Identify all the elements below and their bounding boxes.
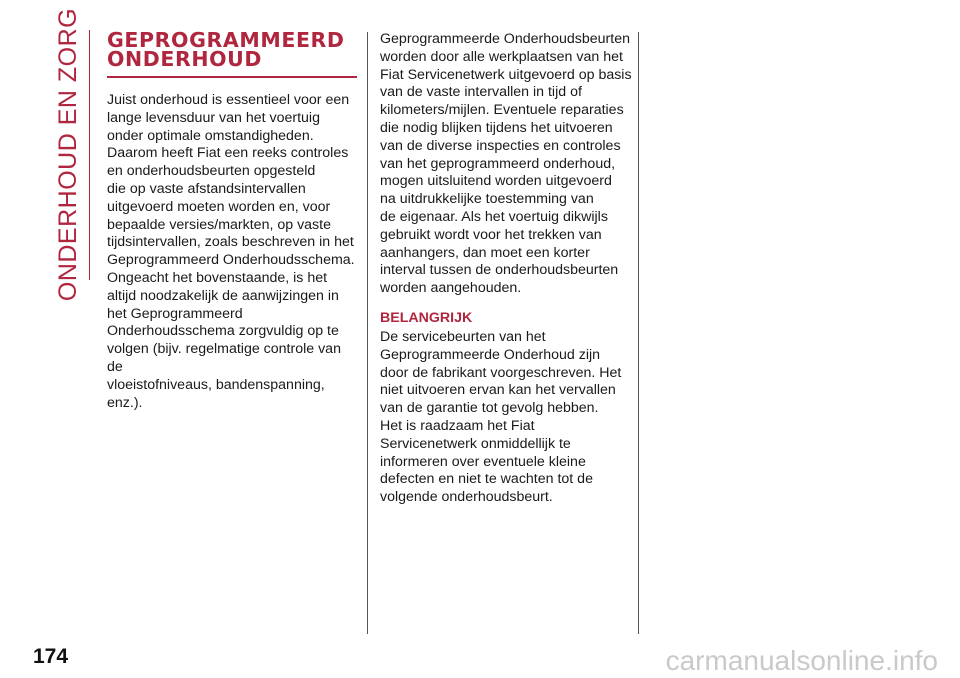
important-paragraph: De servicebeurten van het Geprogrammeerde Onderhoud zijn door de fabrikant voorgeschreven. Het niet uitvoeren ervan kan het vervallen van de garantie tot gevolg hebben. Het is raadzaam het Fiat Servicenetwerk onmiddellijk te informeren over eventuele kleine defecten en niet te wachten tot de volgende onderhoudsbeurt. xyxy=(380,328,622,506)
watermark: carmanualsonline.info xyxy=(665,645,938,676)
right-column xyxy=(380,31,632,507)
left-column xyxy=(107,28,359,412)
intro-paragraph: Juist onderhoud is essentieel voor een lange levensduur van het voertuig onder optimale omstandigheden. Daarom heeft Fiat een reeks controles en onderhoudsbeurten opgesteld die op vaste afstandsintervallen uitgevoerd moeten worden en, voor bepaalde versies/markten, op vaste tijdsintervallen, zoals beschreven in het Geprogrammeerd Onderhoudsschema. Ongeacht het bovenstaande, is het altijd noodzakelijk de aanwijzingen in het Geprogrammeerd Onderhoudsschema zorgvuldig op te volgen (bijv. regelmatige controle van de vloeistofniveaus, bandenspanning, enz.). xyxy=(107,92,355,411)
section-divider xyxy=(89,30,90,280)
section-tab xyxy=(54,7,84,301)
column-divider-right xyxy=(638,32,639,634)
important-heading: BELANGRIJK xyxy=(380,309,473,326)
section-title: GEPROGRAMMEERD ONDERHOUD xyxy=(107,28,345,71)
body-paragraph: Geprogrammeerde Onderhoudsbeurten worden door alle werkplaatsen van het Fiat Servicenetwerk uitgevoerd op basis van de vaste intervallen in tijd of kilometers/mijlen. Eventuele reparaties die nodig blijken tijdens het uitvoeren van de diverse inspecties en controles van het geprogrammeerd onderhoud, mogen uitsluitend worden uitgevoerd na uitdrukkelijke toestemming van de eigenaar. Als het voertuig dikwijls gebruikt wordt voor het trekken van aanhangers, dan moet een korter interval tussen de onderhoudsbeurten worden aangehouden. xyxy=(380,31,632,297)
title-underline xyxy=(107,76,357,78)
column-divider xyxy=(367,32,368,634)
section-tab-label: ONDERHOUD EN ZORG xyxy=(54,7,83,301)
page-number: 174 xyxy=(33,645,69,668)
